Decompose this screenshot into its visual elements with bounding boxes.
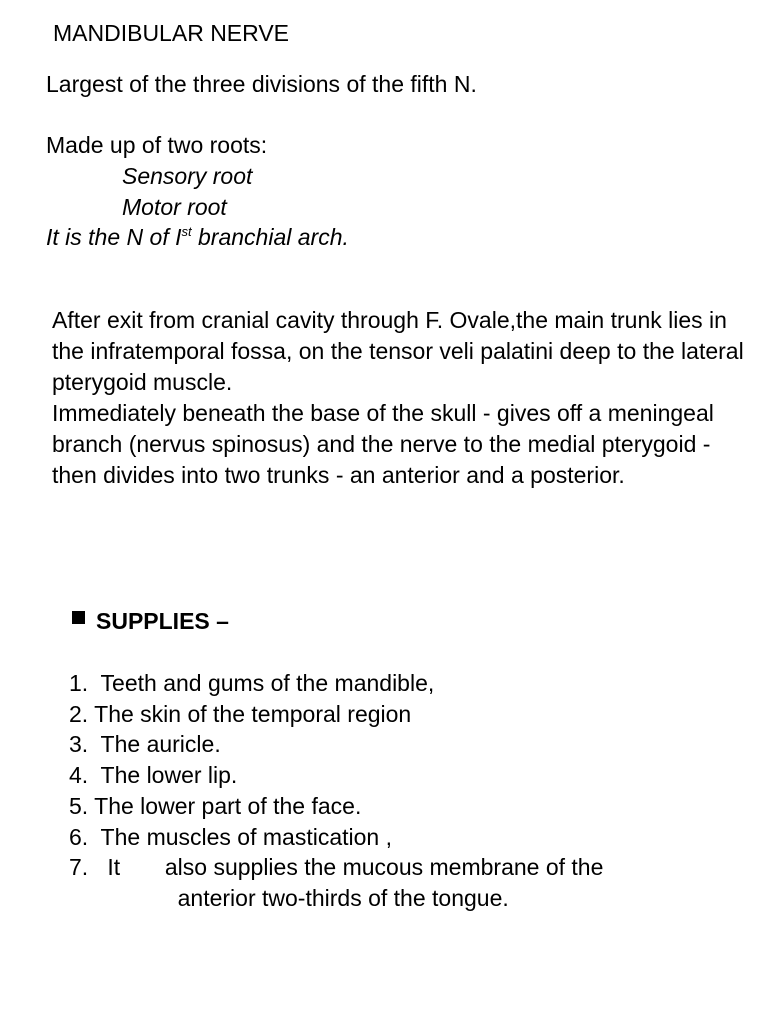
page-title: MANDIBULAR NERVE <box>53 20 290 46</box>
course-paragraph-exit: After exit from cranial cavity through F. Ovale,the main trunk lies in the infratemporal fossa, on the tensor veli palatini deep to the lateral pterygoid muscle. <box>52 307 744 395</box>
course-paragraph <box>52 305 752 491</box>
list-item: 5. The lower part of the face. <box>69 792 362 819</box>
course-paragraph-branches: Immediately beneath the base of the skull - gives off a meningeal branch (nervus spinosus) and the nerve to the medial pterygoid - then divides into two trunks - an anterior and a posterior. <box>52 400 714 488</box>
list-item: 6. The muscles of mastication , <box>69 823 392 850</box>
list-item: 4. The lower lip. <box>69 762 238 789</box>
root-item-sensory: Sensory root <box>122 163 253 189</box>
arch-superscript: st <box>181 224 192 239</box>
list-item: 3. The auricle. <box>69 731 221 758</box>
root-item-motor: Motor root <box>122 194 227 220</box>
list-item: 1. Teeth and gums of the mandible, <box>69 670 435 696</box>
list-item: anterior two-thirds of the tongue. <box>69 884 509 911</box>
roots-heading: Made up of two roots: <box>46 132 268 158</box>
list-item: 7. It also supplies the mucous membrane of the <box>69 854 604 881</box>
arch-statement <box>46 222 349 253</box>
list-item: 2. The skin of the temporal region <box>69 700 412 727</box>
supplies-heading: SUPPLIES – <box>96 608 229 634</box>
supplies-list <box>69 668 603 914</box>
square-bullet-icon <box>72 611 85 624</box>
arch-text-before: It is the N of I <box>46 224 182 250</box>
intro-text: Largest of the three divisions of the fifth N. <box>46 71 477 97</box>
arch-text-after: branchial arch. <box>191 224 349 250</box>
